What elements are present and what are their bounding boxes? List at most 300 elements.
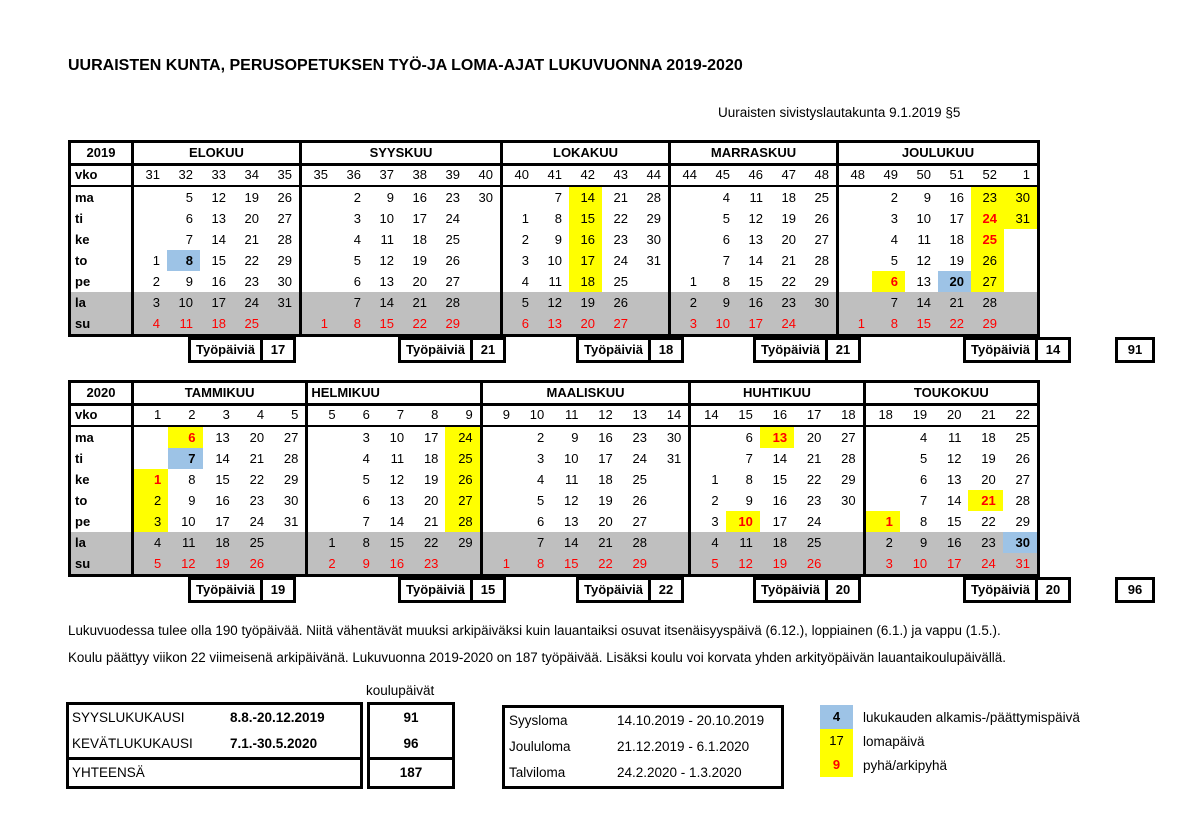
date-cell: 19 <box>423 472 439 487</box>
date-cell: 14 <box>569 187 602 208</box>
month-grid <box>134 166 299 334</box>
date-cell: 26 <box>794 553 828 574</box>
date-cell: 15 <box>377 532 411 553</box>
date-cell: 30 <box>666 430 682 445</box>
month-grid <box>302 166 500 334</box>
date-cell <box>635 292 668 313</box>
workdays-box <box>398 337 506 363</box>
date-cell: 24 <box>233 292 266 313</box>
date-cell: 1 <box>839 313 872 334</box>
date-cell: 26 <box>445 469 479 490</box>
week-number: 47 <box>770 166 803 187</box>
date-cell: 29 <box>1015 514 1030 529</box>
date-cell: 3 <box>671 313 704 334</box>
week-number: 5 <box>308 406 342 427</box>
week-number: 39 <box>434 166 467 187</box>
date-cell: 19 <box>412 253 427 268</box>
date-cell: 28 <box>971 292 1004 313</box>
date-cell: 15 <box>551 553 585 574</box>
week-number: 35 <box>302 166 335 187</box>
date-cell <box>308 490 342 511</box>
date-cell: 5 <box>691 553 725 574</box>
date-cell: 21 <box>613 190 628 205</box>
workdays-value: 21 <box>825 337 861 363</box>
date-cell: 16 <box>772 493 788 508</box>
date-cell: 7 <box>517 532 551 553</box>
date-cell: 24 <box>632 451 648 466</box>
date-cell <box>271 532 305 553</box>
date-cell <box>866 448 900 469</box>
date-cell: 31 <box>283 514 299 529</box>
date-cell: 24 <box>806 514 822 529</box>
date-cell: 24 <box>613 253 628 268</box>
date-cell <box>467 229 500 250</box>
date-cell: 20 <box>244 211 259 226</box>
month-block-maaliskuu <box>480 383 689 574</box>
date-cell <box>866 490 900 511</box>
week-number: 36 <box>335 166 368 187</box>
date-cell: 13 <box>389 493 405 508</box>
date-cell <box>134 229 167 250</box>
date-cell: 22 <box>981 514 996 529</box>
week-row-label: vko <box>71 166 131 187</box>
legend-swatch-term-day: 4 <box>820 705 853 729</box>
date-cell: 13 <box>379 274 394 289</box>
date-cell: 9 <box>571 430 579 445</box>
date-cell: 20 <box>938 271 971 292</box>
week-number: 5 <box>271 406 305 427</box>
date-cell: 6 <box>503 313 536 334</box>
date-cell: 9 <box>343 553 377 574</box>
date-cell: 10 <box>900 553 934 574</box>
date-cell: 14 <box>551 532 585 553</box>
date-cell: 31 <box>666 451 682 466</box>
date-cell: 17 <box>598 451 613 466</box>
date-cell <box>467 292 500 313</box>
date-cell: 27 <box>971 271 1004 292</box>
date-cell: 9 <box>900 532 934 553</box>
schooldays-total: 187 <box>370 757 452 786</box>
date-cell: 23 <box>806 493 822 508</box>
date-cell: 25 <box>445 232 460 247</box>
date-cell: 5 <box>185 190 193 205</box>
schooldays-values <box>367 702 455 789</box>
date-cell: 3 <box>866 553 900 574</box>
date-cell: 31 <box>646 253 661 268</box>
date-cell: 20 <box>781 232 796 247</box>
date-cell: 28 <box>620 532 654 553</box>
workdays-box <box>188 337 296 363</box>
page-title: UURAISTEN KUNTA, PERUSOPETUKSEN TYÖ-JA LOMA-AJAT LUKUVUONNA 2019-2020 <box>68 57 743 74</box>
weekday-label: ke <box>75 472 90 487</box>
date-cell: 12 <box>726 553 760 574</box>
week-number: 48 <box>803 166 836 187</box>
month-name: TOUKOKUU <box>866 383 1037 406</box>
date-cell <box>134 208 167 229</box>
date-cell: 13 <box>916 274 931 289</box>
date-cell: 7 <box>335 292 368 313</box>
week-number: 44 <box>635 166 668 187</box>
date-cell: 7 <box>362 514 370 529</box>
weekday-label: pe <box>75 274 91 289</box>
date-cell: 11 <box>168 532 202 553</box>
week-number: 32 <box>167 166 200 187</box>
date-cell: 20 <box>806 430 822 445</box>
week-number: 14 <box>654 406 688 427</box>
date-cell: 30 <box>1004 187 1037 208</box>
date-cell: 13 <box>536 313 569 334</box>
workdays-label: Työpäiviä <box>963 337 1038 363</box>
date-cell: 10 <box>167 292 200 313</box>
date-cell: 3 <box>134 511 168 532</box>
holiday-name: Talviloma <box>509 765 566 780</box>
date-cell: 28 <box>283 451 299 466</box>
date-cell: 4 <box>134 313 167 334</box>
date-cell: 15 <box>569 208 602 229</box>
date-cell: 18 <box>423 451 439 466</box>
note-line-2: Koulu päättyy viikon 22 viimeisenä arkipäivänä. Lukuvuonna 2019-2020 on 187 työpäivää. Lisäksi koulu voi korvata yhden arkityöpäivän lauantaikoulupäivällä. <box>68 650 1006 665</box>
weekday-label: to <box>75 493 88 508</box>
date-cell: 8 <box>343 532 377 553</box>
week-number: 9 <box>483 406 517 427</box>
workdays-label: Työpäiviä <box>188 577 263 603</box>
date-cell: 21 <box>244 232 259 247</box>
date-cell: 12 <box>168 553 202 574</box>
date-cell: 15 <box>211 253 226 268</box>
date-cell: 30 <box>1003 532 1037 553</box>
month-grid <box>671 166 836 334</box>
date-cell: 18 <box>949 232 964 247</box>
date-cell: 30 <box>277 274 292 289</box>
date-cell: 18 <box>981 430 996 445</box>
date-cell: 23 <box>244 274 259 289</box>
semester-label: KEVÄTLUKUKAUSI <box>72 736 193 751</box>
semester-summary-table <box>66 702 363 789</box>
date-cell: 5 <box>353 253 361 268</box>
month-grid <box>866 406 1037 574</box>
date-cell: 19 <box>203 553 237 574</box>
date-cell: 28 <box>646 190 661 205</box>
date-cell: 6 <box>872 271 905 292</box>
week-number: 45 <box>704 166 737 187</box>
date-cell <box>828 532 862 553</box>
date-cell: 22 <box>411 532 445 553</box>
date-cell: 16 <box>412 190 427 205</box>
date-cell: 18 <box>412 232 427 247</box>
workdays-box <box>753 577 861 603</box>
date-cell <box>445 553 479 574</box>
month-grid <box>308 406 479 574</box>
date-cell <box>671 250 704 271</box>
date-cell: 4 <box>890 232 898 247</box>
date-cell: 5 <box>890 253 898 268</box>
week-number: 7 <box>377 406 411 427</box>
date-cell: 1 <box>521 211 529 226</box>
legend-item <box>820 729 1080 753</box>
date-cell <box>467 208 500 229</box>
date-cell <box>483 427 517 448</box>
legend-swatch-holiday: 17 <box>820 729 853 753</box>
date-cell: 1 <box>308 532 342 553</box>
date-cell: 11 <box>947 430 962 445</box>
date-cell: 29 <box>620 553 654 574</box>
date-cell: 20 <box>423 493 439 508</box>
month-name: LOKAKUU <box>503 143 668 166</box>
date-cell: 5 <box>722 211 730 226</box>
weekday-label: su <box>71 553 131 574</box>
date-cell: 1 <box>866 511 900 532</box>
date-cell: 18 <box>760 532 794 553</box>
month-block-syyskuu <box>299 143 500 334</box>
date-cell: 10 <box>379 211 394 226</box>
month-block-lokakuu <box>500 143 668 334</box>
week-number: 1 <box>134 406 168 427</box>
week-number: 10 <box>517 406 551 427</box>
date-cell: 20 <box>569 313 602 334</box>
date-cell <box>483 490 517 511</box>
date-cell: 28 <box>814 253 829 268</box>
date-cell: 19 <box>569 292 602 313</box>
date-cell: 25 <box>237 532 271 553</box>
date-cell: 24 <box>445 211 460 226</box>
date-cell: 30 <box>803 292 836 313</box>
date-cell: 6 <box>745 430 753 445</box>
date-cell: 12 <box>564 493 579 508</box>
date-cell: 29 <box>277 253 292 268</box>
date-cell <box>654 469 688 490</box>
workdays-value: 22 <box>648 577 684 603</box>
workdays-label: Työpäiviä <box>576 337 651 363</box>
date-cell: 17 <box>200 292 233 313</box>
weekday-label: ke <box>75 232 90 247</box>
date-cell: 13 <box>564 514 579 529</box>
date-cell: 29 <box>445 532 479 553</box>
date-cell: 26 <box>632 493 648 508</box>
week-number: 44 <box>671 166 704 187</box>
date-cell <box>308 427 342 448</box>
date-cell: 19 <box>598 493 613 508</box>
date-cell: 17 <box>772 514 788 529</box>
date-cell <box>483 532 517 553</box>
date-cell <box>866 427 900 448</box>
date-cell: 28 <box>1015 493 1030 508</box>
date-cell: 20 <box>249 430 265 445</box>
date-cell: 8 <box>188 472 196 487</box>
date-cell: 26 <box>971 250 1004 271</box>
workdays-value: 14 <box>1035 337 1071 363</box>
workdays-label: Työpäiviä <box>963 577 1038 603</box>
date-cell: 17 <box>949 211 964 226</box>
date-cell: 14 <box>905 292 938 313</box>
date-cell: 21 <box>806 451 822 466</box>
calendar-label-column <box>71 383 131 574</box>
schooldays-column-header: koulupäivät <box>366 683 435 698</box>
week-number: 15 <box>726 406 760 427</box>
month-block-helmikuu <box>305 383 479 574</box>
date-cell: 12 <box>946 451 962 466</box>
date-cell <box>635 271 668 292</box>
date-cell: 24 <box>445 427 479 448</box>
date-cell: 5 <box>362 472 370 487</box>
semester-dates: 7.1.-30.5.2020 <box>230 736 318 751</box>
year-label: 2020 <box>71 383 131 406</box>
date-cell <box>302 229 335 250</box>
table-row <box>69 757 360 786</box>
board-decision-note: Uuraisten sivistyslautakunta 9.1.2019 §5 <box>718 105 961 120</box>
month-name: MARRASKUU <box>671 143 836 166</box>
date-cell: 2 <box>152 274 160 289</box>
date-cell: 26 <box>445 253 460 268</box>
week-number: 6 <box>343 406 377 427</box>
date-cell: 11 <box>564 472 579 487</box>
workdays-box <box>576 337 684 363</box>
date-cell <box>654 490 688 511</box>
date-cell: 2 <box>353 190 361 205</box>
date-cell: 9 <box>386 190 394 205</box>
week-number: 19 <box>900 406 934 427</box>
date-cell <box>691 427 725 448</box>
holiday-name: Joululoma <box>509 739 571 754</box>
date-cell: 19 <box>781 211 796 226</box>
month-name: ELOKUU <box>134 143 299 166</box>
date-cell: 31 <box>266 292 299 313</box>
date-cell: 13 <box>748 232 763 247</box>
legend-swatch-holy-day: 9 <box>820 753 853 777</box>
week-number: 42 <box>569 166 602 187</box>
date-cell: 16 <box>598 430 613 445</box>
date-cell: 29 <box>841 472 856 487</box>
date-cell: 29 <box>646 211 661 226</box>
schooldays-spring: 96 <box>403 736 419 751</box>
date-cell: 9 <box>554 232 562 247</box>
week-number: 13 <box>620 406 654 427</box>
date-cell <box>308 511 342 532</box>
date-cell: 13 <box>760 427 794 448</box>
date-cell: 21 <box>781 253 796 268</box>
holiday-range: 21.12.2019 - 6.1.2020 <box>617 739 750 754</box>
week-number: 18 <box>866 406 900 427</box>
week-number: 9 <box>445 406 479 427</box>
date-cell: 27 <box>632 514 648 529</box>
date-cell <box>1004 250 1037 271</box>
date-cell: 9 <box>188 493 196 508</box>
week-number: 14 <box>691 406 725 427</box>
date-cell: 15 <box>946 514 962 529</box>
date-cell: 25 <box>1015 430 1030 445</box>
workdays-label: Työpäiviä <box>753 577 828 603</box>
workdays-value: 20 <box>1035 577 1071 603</box>
date-cell: 25 <box>632 472 648 487</box>
date-cell <box>134 187 167 208</box>
date-cell: 15 <box>772 472 788 487</box>
date-cell: 18 <box>203 532 237 553</box>
month-block-tammikuu <box>131 383 305 574</box>
date-cell <box>1004 313 1037 334</box>
date-cell: 8 <box>167 250 200 271</box>
date-cell: 1 <box>711 472 719 487</box>
date-cell: 3 <box>536 451 545 466</box>
date-cell: 15 <box>368 313 401 334</box>
workdays-label: Työpäiviä <box>398 337 473 363</box>
month-name: SYYSKUU <box>302 143 500 166</box>
holiday-range: 24.2.2020 - 1.3.2020 <box>617 765 742 780</box>
month-grid <box>503 166 668 334</box>
week-number: 4 <box>237 406 271 427</box>
date-cell: 13 <box>215 430 230 445</box>
note-line-1: Lukuvuodessa tulee olla 190 työpäivää. Niitä vähentävät muuksi arkipäiväksi kuin lauantaiksi osuvat itsenäisyyspäivä (6.12.), loppiainen (6.1.) ja vappu (1.5.). <box>68 623 1001 638</box>
month-block-huhtikuu <box>688 383 862 574</box>
date-cell: 23 <box>445 190 460 205</box>
date-cell: 4 <box>722 190 730 205</box>
date-cell <box>691 448 725 469</box>
date-cell: 11 <box>167 313 200 334</box>
date-cell <box>671 229 704 250</box>
workdays-box <box>963 577 1071 603</box>
date-cell <box>839 271 872 292</box>
date-cell: 30 <box>283 493 299 508</box>
date-cell: 27 <box>841 430 856 445</box>
date-cell: 9 <box>923 190 931 205</box>
month-name: TAMMIKUU <box>134 383 305 406</box>
week-number: 8 <box>411 406 445 427</box>
date-cell: 28 <box>445 511 479 532</box>
workdays-value: 18 <box>648 337 684 363</box>
date-cell: 23 <box>632 430 648 445</box>
date-cell <box>635 313 668 334</box>
total-label: YHTEENSÄ <box>72 765 145 780</box>
date-cell: 28 <box>277 232 292 247</box>
date-cell: 28 <box>434 292 467 313</box>
date-cell: 24 <box>770 313 803 334</box>
notes-paragraph <box>68 617 1006 671</box>
date-cell <box>302 271 335 292</box>
date-cell: 4 <box>362 451 370 466</box>
date-cell: 18 <box>598 472 613 487</box>
date-cell: 17 <box>934 553 968 574</box>
date-cell <box>308 469 342 490</box>
workdays-label: Työpäiviä <box>398 577 473 603</box>
table-row <box>505 734 781 760</box>
date-cell: 20 <box>412 274 427 289</box>
workdays-box <box>398 577 506 603</box>
workdays-value: 20 <box>825 577 861 603</box>
date-cell: 30 <box>646 232 661 247</box>
date-cell: 7 <box>745 451 753 466</box>
week-number: 50 <box>905 166 938 187</box>
holidays-table <box>502 705 784 789</box>
date-cell: 10 <box>726 511 760 532</box>
month-block-joulukuu <box>836 143 1037 334</box>
date-cell: 12 <box>211 190 226 205</box>
week-number: 11 <box>551 406 585 427</box>
date-cell: 25 <box>613 274 628 289</box>
table-row <box>505 760 781 786</box>
date-cell: 8 <box>872 313 905 334</box>
date-cell <box>671 187 704 208</box>
date-cell: 6 <box>536 514 545 529</box>
date-cell: 3 <box>362 430 370 445</box>
date-cell: 7 <box>919 493 928 508</box>
date-cell: 7 <box>168 448 202 469</box>
date-cell: 27 <box>1015 472 1030 487</box>
date-cell: 16 <box>215 493 230 508</box>
date-cell <box>302 208 335 229</box>
date-cell: 10 <box>389 430 405 445</box>
date-cell: 14 <box>368 292 401 313</box>
week-number: 31 <box>134 166 167 187</box>
workdays-total: 91 <box>1115 337 1155 363</box>
week-number: 22 <box>1003 406 1037 427</box>
